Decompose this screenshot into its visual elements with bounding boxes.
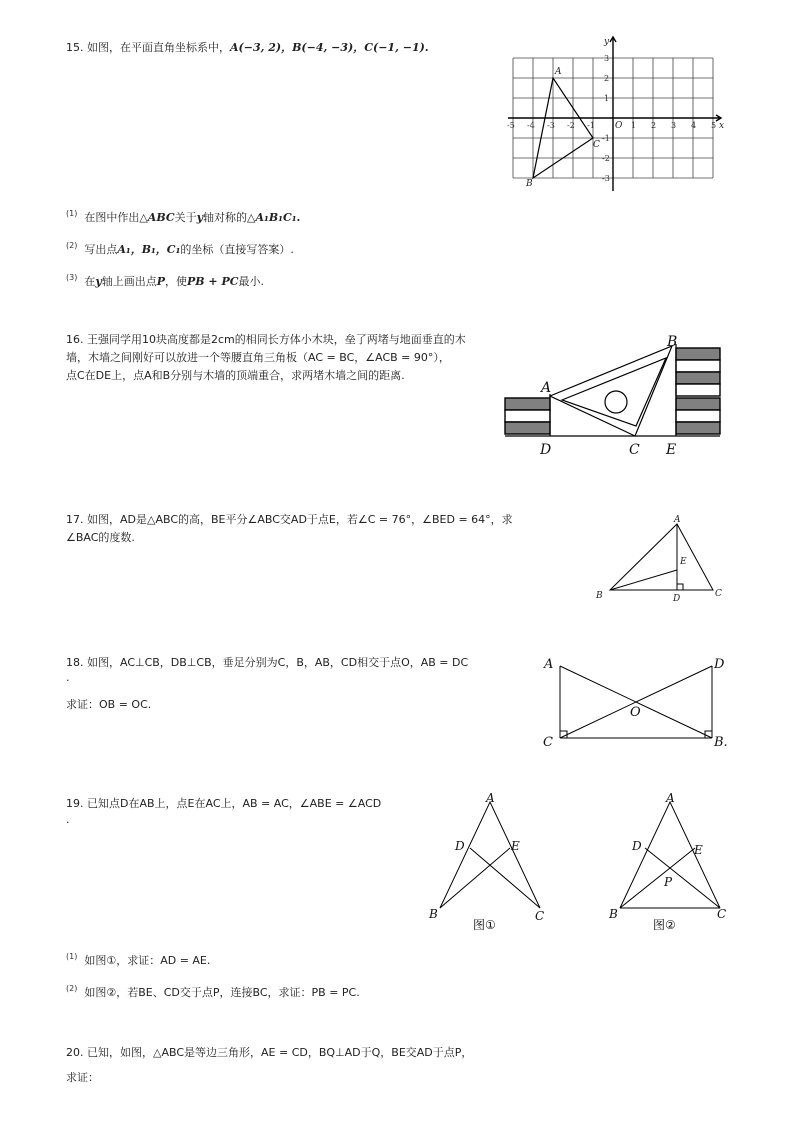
q16-line1: 16. 王强同学用10块高度都是2cm的相同长方体小木块，垒了两堵与地面垂直的木 (66, 333, 466, 346)
q15-stem: 15. 如图，在平面直角坐标系中，A(−3, 2)，B(−4, −3)，C(−1, −1). (66, 41, 429, 54)
q19-figure-1 (425, 790, 565, 940)
q15-y-tick: -3 (602, 174, 610, 183)
q16-line3: 点C在DE上，点A和B分别与木墙的顶端重合，求两堵木墙之间的距离. (66, 369, 405, 382)
q18-point-d: D (714, 657, 725, 672)
q18-line1: 18. 如图，AC⊥CB，DB⊥CB，垂足分别为C，B，AB，CD相交于点O，AB = DC (66, 656, 469, 669)
q19-fig1-point-e: E (511, 839, 520, 853)
q16-wall-figure (500, 332, 740, 462)
q19-part2: $^{(2)}$ 如图②，若BE、CD交于点P，连接BC，求证：PB = PC. (66, 984, 360, 999)
q19-fig2-point-p: P (664, 875, 673, 889)
q17-line2: ∠BAC的度数. (66, 531, 135, 544)
q15-part1: $^{(1)}$ 在图中作出△ABC关于y轴对称的△A₁B₁C₁. (66, 209, 301, 224)
q15-x-tick: 2 (651, 121, 657, 130)
q15-y-tick: 2 (604, 74, 610, 83)
q19-fig1-point-a: A (486, 791, 495, 805)
q15-point-b: B (526, 179, 533, 189)
q17-point-d: D (673, 594, 681, 604)
q15-y-tick: -1 (602, 134, 610, 143)
q16-point-b: B (667, 334, 678, 350)
q17-point-b: B (596, 591, 603, 601)
q15-coordinate-grid (500, 36, 730, 196)
q15-x-tick: 1 (631, 121, 637, 130)
q19-figure-2 (605, 790, 745, 940)
q18-point-b: B. (714, 735, 728, 750)
q15-x-tick: 3 (671, 121, 677, 130)
q19-fig2-caption: 图② (653, 918, 676, 932)
q16-point-a: A (541, 380, 552, 396)
q15-x-tick: -2 (567, 121, 575, 130)
q15-x-tick: -5 (507, 121, 515, 130)
q15-y-axis-label: y (604, 37, 610, 47)
q19-fig2-point-c: C (717, 907, 727, 921)
q15-x-tick: 4 (691, 121, 697, 130)
q16-point-e: E (666, 442, 677, 458)
q15-y-tick: 3 (604, 54, 610, 63)
q15-x-tick: -4 (527, 121, 535, 130)
q15-part2: $^{(2)}$ 写出点A₁，B₁，C₁的坐标（直接写答案）. (66, 241, 294, 256)
q17-point-e: E (680, 557, 687, 567)
q20-line2: 求证： (66, 1071, 99, 1084)
q20-line1: 20. 已知，如图，△ABC是等边三角形，AE = CD，BQ⊥AD于Q，BE交AD于点P， (66, 1046, 473, 1059)
q18-point-c: C (543, 735, 553, 750)
q15-x-tick: 5 (711, 121, 717, 130)
q18-point-a: A (544, 657, 554, 672)
q19-fig2-point-a: A (666, 791, 675, 805)
q15-y-tick: 1 (604, 94, 610, 103)
q19-fig1-point-b: B (429, 907, 438, 921)
q19-fig1-caption: 图① (473, 918, 496, 932)
q18-point-o: O (630, 705, 641, 720)
q15-x-tick: -3 (547, 121, 555, 130)
q16-point-d: D (540, 442, 552, 458)
q17-point-c: C (715, 589, 722, 599)
q15-x-axis-label: x (719, 121, 725, 131)
q16-triangle-plate (550, 346, 672, 436)
q15-part3: $^{(3)}$ 在y轴上画出点P，使PB + PC最小. (66, 273, 265, 288)
q19-fig2-point-b: B (609, 907, 618, 921)
q15-origin-label: O (615, 121, 623, 131)
q17-point-a: A (674, 515, 681, 525)
q15-point-a: A (555, 67, 562, 77)
q16-point-c: C (629, 442, 640, 458)
q16-line2: 墙，木墙之间刚好可以放进一个等腰直角三角板（AC = BC，∠ACB = 90°）， (66, 351, 450, 364)
q17-triangle-figure (590, 512, 730, 607)
q19-part1: $^{(1)}$ 如图①，求证：AD = AE. (66, 952, 211, 967)
q19-fig2-point-d: D (632, 839, 642, 853)
q15-y-tick: -2 (602, 154, 610, 163)
q19-dot: . (66, 813, 70, 826)
q15-point-c: C (593, 140, 600, 150)
q18-dot: . (66, 671, 70, 684)
q18-rectangle-figure (540, 652, 740, 752)
q19-line1: 19. 已知点D在AB上，点E在AC上，AB = AC，∠ABE = ∠ACD (66, 797, 382, 810)
q18-proof: 求证：OB = OC. (66, 698, 152, 711)
q17-line1: 17. 如图，AD是△ABC的高，BE平分∠ABC交AD于点E，若∠C = 76°，∠BED = 64°，求 (66, 513, 513, 526)
q15-triangle-abc (533, 78, 593, 178)
q15-x-tick: -1 (587, 121, 595, 130)
q19-fig1-point-d: D (455, 839, 465, 853)
q19-fig1-point-c: C (535, 909, 545, 923)
q19-fig2-point-e: E (694, 843, 703, 857)
